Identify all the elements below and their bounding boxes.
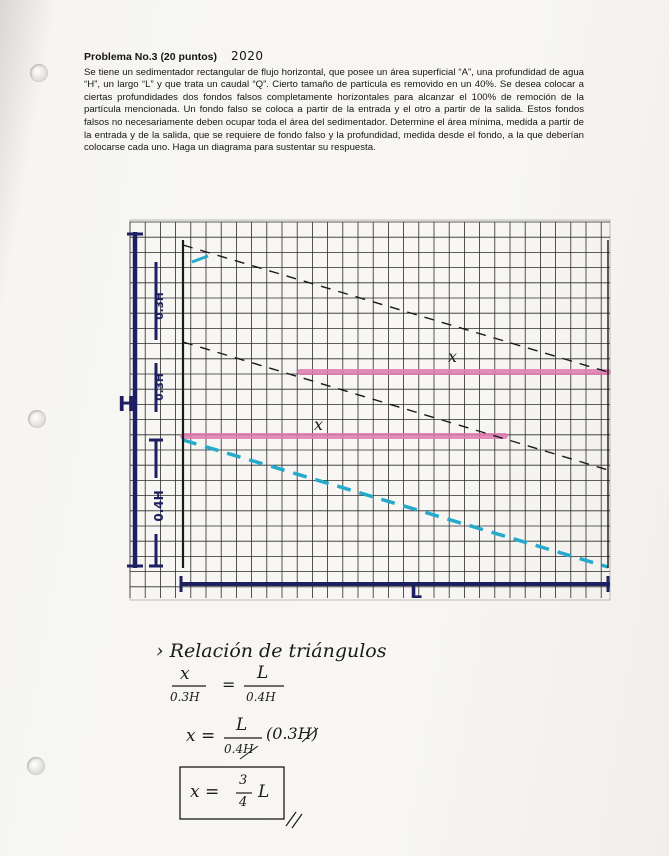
- x-label-outlet: x: [448, 347, 458, 366]
- eq2-num: L: [236, 715, 248, 735]
- eq3-var: L: [258, 782, 270, 802]
- grid-paper: [130, 222, 610, 598]
- label-h: H: [118, 392, 135, 416]
- problem-text: Se tiene un sedimentador rectangular de flujo horizontal, que posee un área superficial “A”, una profundidad de agua “H”, un largo “L” y que trata un caudal “Q”. Cierto tamaño de partícula es removido en un 40%. Se desea colocar a ciertas profundidades dos fondos falsos completamente horizontales para alcanzar el 100% de remoción de la partícula mencionada. Un fondo falso se coloca a partir de la entrada y el otro a partir de la salida. Estos fondos falsos no necesariamente deben ocupar toda el área del sedimentador. Determine el área mínima, medida a partir de la entrada y de la salida, que se requiere de fondo falso y la profundidad, medida desde el fondo, a la que deberían colocarse cada uno. Haga un diagrama para sustentar su respuesta.: [84, 66, 584, 154]
- eq1-den-right: 0.4H: [246, 690, 276, 704]
- segment-label-0-3h-top: 0.3H: [154, 292, 166, 320]
- segment-label-0-4h: 0.4H: [152, 490, 166, 522]
- problem-year: 2020: [231, 49, 264, 63]
- segment-label-0-3h-mid: 0.3H: [154, 373, 166, 401]
- trajectory-line-cyan: [183, 440, 608, 567]
- x-label-inlet: x: [314, 415, 324, 434]
- trajectory-line-middle: [183, 342, 608, 470]
- eq1-num-left: x: [180, 664, 190, 684]
- eq1-equals: =: [222, 675, 236, 694]
- problem-title: Problema No.3 (20 puntos): [84, 51, 218, 63]
- eq1-den-left: 0.3H: [170, 690, 200, 704]
- eq3-den: 4: [239, 795, 248, 810]
- eq2-den: 0.4H: [224, 742, 254, 756]
- eq2-factor: (0.3H): [266, 724, 318, 743]
- label-l: L: [410, 581, 423, 603]
- solution-heading: › Relación de triángulos: [156, 640, 387, 662]
- diagram-frame: [130, 220, 610, 600]
- trajectory-line-top: [183, 245, 608, 372]
- eq2-lhs: x =: [186, 726, 216, 746]
- eq1-num-right: L: [257, 663, 269, 683]
- eq3-num: 3: [239, 773, 248, 788]
- eq3-lhs: x =: [190, 782, 220, 802]
